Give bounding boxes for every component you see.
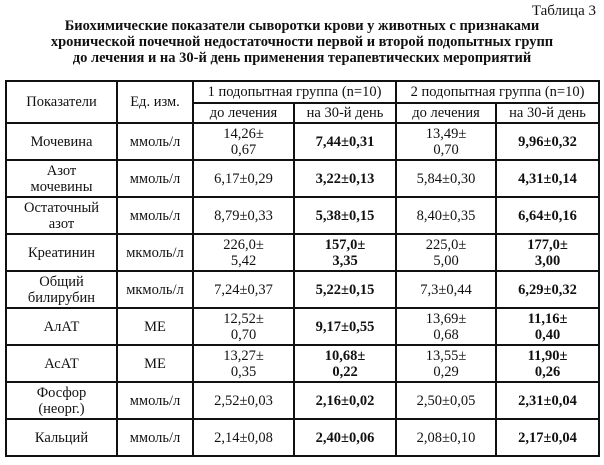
g1-before-cell [193, 419, 294, 456]
g2-before-cell [396, 419, 496, 456]
unit-cell [117, 160, 193, 197]
cell-line: 9,96±0,32 [518, 133, 577, 150]
cell-line: 7,24±0,37 [214, 281, 273, 298]
cell-line: ммоль/л [129, 207, 181, 224]
g2-day30-cell [496, 197, 599, 234]
table-row [6, 382, 599, 419]
cell-line: 12,52± [223, 310, 264, 327]
cell-line: 2,17±0,04 [518, 429, 577, 446]
cell-line: ммоль/л [129, 429, 181, 446]
cell-line: 0,70 [230, 326, 257, 343]
cell-line: ммоль/л [129, 170, 181, 187]
header-indicator: Показатели [6, 81, 117, 123]
cell-line: 2,40±0,06 [315, 429, 375, 446]
cell-line: Кальций [34, 429, 89, 446]
cell-line: 4,31±0,14 [518, 170, 577, 187]
cell-line: 2,16±0,02 [315, 392, 375, 409]
cell-line: 13,27± [223, 347, 264, 364]
cell-line: 225,0± [425, 236, 467, 253]
g1-before-cell [193, 382, 294, 419]
header-g1-day30: на 30-й день [294, 103, 396, 123]
g1-before-cell [193, 123, 294, 160]
cell-line: мочевины [30, 178, 93, 195]
indicator-cell [6, 419, 117, 456]
g1-day30-cell [294, 382, 396, 419]
unit-cell [117, 234, 193, 271]
cell-line: Креатинин [28, 244, 95, 261]
g1-day30-cell [294, 345, 396, 382]
cell-line: 0,40 [534, 326, 561, 343]
cell-line: 2,31±0,04 [518, 392, 577, 409]
table-row [6, 271, 599, 308]
g1-day30-cell [294, 308, 396, 345]
g1-day30-cell [294, 197, 396, 234]
cell-line: 7,3±0,44 [420, 281, 472, 298]
g1-before-cell [193, 271, 294, 308]
indicator-cell [6, 197, 117, 234]
unit-cell [117, 345, 193, 382]
table-row [6, 160, 599, 197]
g1-day30-cell [294, 419, 396, 456]
cell-line: 6,29±0,32 [518, 281, 577, 298]
g2-before-cell [396, 308, 496, 345]
cell-line: 8,40±0,35 [416, 207, 476, 224]
cell-line: Фосфор [36, 384, 87, 401]
g2-before-cell [396, 271, 496, 308]
header-unit: Ед. изм. [117, 81, 193, 123]
cell-line: 14,26± [223, 125, 264, 142]
table-caption [0, 18, 604, 66]
g1-day30-cell [294, 123, 396, 160]
cell-line: 9,17±0,55 [315, 318, 375, 335]
g2-day30-cell [496, 234, 599, 271]
header-g2-before: до лечения [396, 103, 496, 123]
table-row [6, 419, 599, 456]
g2-before-cell [396, 160, 496, 197]
cell-line: АлАТ [43, 318, 80, 335]
table-row [6, 123, 599, 160]
data-table [5, 80, 600, 457]
cell-line: 5,84±0,30 [416, 170, 476, 187]
indicator-cell [6, 234, 117, 271]
cell-line: 3,35 [332, 252, 358, 269]
cell-line: 13,49± [425, 125, 467, 142]
g1-before-cell [193, 234, 294, 271]
cell-line: 5,38±0,15 [315, 207, 375, 224]
caption-line: хронической почечной недостаточности первой и второй подопытных групп [50, 34, 554, 50]
unit-cell [117, 382, 193, 419]
caption-line: до лечения и на 30-й день применения терапевтических мероприятий [72, 50, 532, 66]
indicator-cell [6, 160, 117, 197]
cell-line: 13,69± [425, 310, 467, 327]
header-row [6, 81, 599, 103]
cell-line: 6,17±0,29 [214, 170, 273, 187]
unit-cell [117, 308, 193, 345]
unit-cell [117, 419, 193, 456]
caption-line: Биохимические показатели сыворотки крови у животных с признаками [64, 18, 540, 34]
g2-day30-cell [496, 123, 599, 160]
cell-line: 2,14±0,08 [214, 429, 273, 446]
indicator-cell [6, 345, 117, 382]
g1-before-cell [193, 308, 294, 345]
g2-before-cell [396, 197, 496, 234]
cell-line: МЕ [144, 318, 166, 335]
cell-line: ммоль/л [129, 133, 181, 150]
table-number: Таблица 3 [531, 3, 596, 19]
g2-day30-cell [496, 160, 599, 197]
cell-line: Остаточный [23, 199, 100, 216]
indicator-cell [6, 382, 117, 419]
g1-day30-cell [294, 271, 396, 308]
cell-line: 2,50±0,05 [416, 392, 476, 409]
cell-line: 7,44±0,31 [315, 133, 375, 150]
cell-line: 0,67 [230, 141, 257, 158]
header-group-1: 1 подопытная группа (n=10) [193, 81, 396, 103]
g1-before-cell [193, 160, 294, 197]
cell-line: 5,00 [433, 252, 459, 269]
cell-line: билирубин [27, 289, 96, 306]
indicator-cell [6, 271, 117, 308]
g2-day30-cell [496, 308, 599, 345]
table-row [6, 234, 599, 271]
cell-line: 5,42 [230, 252, 257, 269]
cell-line: 0,35 [230, 363, 257, 380]
cell-line: 11,16± [527, 310, 568, 327]
unit-cell [117, 197, 193, 234]
g1-before-cell [193, 345, 294, 382]
cell-line: 5,22±0,15 [315, 281, 375, 298]
cell-line: 226,0± [223, 236, 264, 253]
cell-line: 0,26 [534, 363, 561, 380]
cell-line: (неорг.) [38, 400, 85, 417]
cell-line: Мочевина [30, 133, 93, 150]
cell-line: ммоль/л [129, 392, 181, 409]
g1-before-cell [193, 197, 294, 234]
table-row [6, 308, 599, 345]
header-group-2: 2 подопытная группа (n=10) [396, 81, 599, 103]
cell-line: Азот [46, 162, 77, 179]
cell-line: МЕ [144, 355, 166, 372]
cell-line: 177,0± [527, 236, 568, 253]
cell-line: 2,08±0,10 [416, 429, 476, 446]
g2-day30-cell [496, 345, 599, 382]
g2-day30-cell [496, 271, 599, 308]
cell-line: 0,29 [433, 363, 459, 380]
cell-line: 13,55± [425, 347, 467, 364]
g1-day30-cell [294, 160, 396, 197]
cell-line: 8,79±0,33 [214, 207, 273, 224]
header-g2-day30: на 30-й день [496, 103, 599, 123]
cell-line: АсАТ [44, 355, 79, 372]
cell-line: 0,68 [433, 326, 459, 343]
table-row [6, 197, 599, 234]
cell-line: 3,00 [534, 252, 561, 269]
g2-day30-cell [496, 419, 599, 456]
cell-line: 10,68± [324, 347, 366, 364]
cell-line: 3,22±0,13 [315, 170, 375, 187]
indicator-cell [6, 123, 117, 160]
header-g1-before: до лечения [193, 103, 294, 123]
g2-before-cell [396, 345, 496, 382]
cell-line: 157,0± [324, 236, 366, 253]
cell-line: 0,70 [433, 141, 459, 158]
unit-cell [117, 271, 193, 308]
g2-before-cell [396, 234, 496, 271]
unit-cell [117, 123, 193, 160]
g2-day30-cell [496, 382, 599, 419]
indicator-cell [6, 308, 117, 345]
cell-line: мкмоль/л [126, 281, 184, 298]
cell-line: 0,22 [332, 363, 358, 380]
cell-line: мкмоль/л [126, 244, 184, 261]
cell-line: 6,64±0,16 [518, 207, 577, 224]
cell-line: 2,52±0,03 [214, 392, 273, 409]
cell-line: 11,90± [527, 347, 568, 364]
g2-before-cell [396, 123, 496, 160]
cell-line: Общий [39, 273, 84, 290]
table-row [6, 345, 599, 382]
g2-before-cell [396, 382, 496, 419]
g1-day30-cell [294, 234, 396, 271]
cell-line: азот [48, 215, 75, 232]
